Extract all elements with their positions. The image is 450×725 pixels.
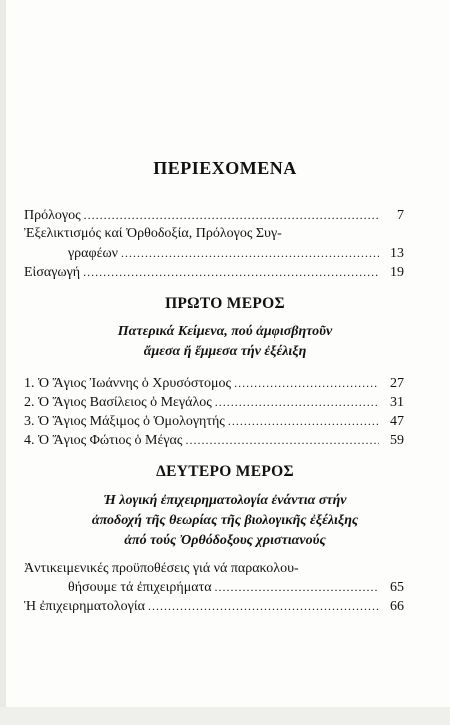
leader-dots — [148, 596, 379, 616]
part-two-subtitle-line1: Ἡ λογική ἐπιχειρηματολογία ἐνάντια στήν — [103, 493, 347, 508]
leader-dots — [83, 262, 379, 282]
part-two-subtitle-line3: ἀπό τούς Ὀρθόδοξους χριστιανούς — [124, 533, 326, 548]
toc-entry-text: γραφέων — [68, 246, 119, 261]
toc-page-number: 27 — [390, 376, 404, 391]
toc-entry-text: θήσουμε τά ἐπιχειρήματα — [68, 580, 212, 595]
part-one-subtitle-line2: ἄμεσα ἤ ἔμμεσα τήν ἐξέλιξη — [143, 344, 307, 359]
toc-entry-introduction — [24, 262, 404, 282]
toc-page-number: 7 — [397, 208, 404, 223]
toc-entry-argumentation — [24, 596, 404, 616]
toc-entry-prologue — [24, 205, 404, 225]
leader-dots — [228, 411, 379, 431]
toc-page-number: 66 — [390, 599, 404, 614]
toc-entry-text: Εἰσαγωγή — [24, 265, 81, 280]
part-one-heading: ΠΡΩΤΟ ΜΕΡΟΣ — [165, 295, 285, 312]
part-two-subtitle-line2: ἀποδοχή τῆς θεωρίας τῆς βιολογικῆς ἐξέλιξης — [91, 513, 359, 528]
toc-page-number: 13 — [390, 246, 404, 261]
toc-entry-prerequisites-line1 — [24, 559, 404, 579]
toc-entry-text: Πρόλογος — [24, 208, 81, 223]
leader-dots — [215, 577, 379, 597]
toc-entry-maximus — [24, 411, 404, 431]
toc-entry-evolutionism-line1 — [24, 224, 404, 244]
toc-entry-prerequisites-line2 — [68, 577, 404, 597]
toc-entry-text: 4. Ὁ Ἅγιος Φώτιος ὁ Μέγας — [24, 433, 183, 448]
toc-entry-text: 1. Ὁ Ἅγιος Ἰωάννης ὁ Χρυσόστομος — [24, 376, 232, 391]
page-title: ΠΕΡΙΕΧΟΜΕΝΑ — [153, 158, 297, 178]
toc-entry-basil — [24, 392, 404, 412]
toc-entry-text: Ἡ ἐπιχειρηματολογία — [24, 599, 145, 614]
part-two-heading: ΔΕΥΤΕΡΟ ΜΕΡΟΣ — [156, 463, 294, 480]
toc-entry-chrysostom — [24, 373, 404, 393]
toc-entry-photius — [24, 430, 404, 450]
page-edge-shadow — [0, 0, 6, 725]
toc-entry-text: 2. Ὁ Ἅγιος Βασίλειος ὁ Μεγάλος — [24, 395, 212, 410]
leader-dots — [185, 430, 379, 450]
toc-page-number: 65 — [390, 580, 404, 595]
toc-entry-text: Ἐξελικτισμός καί Ὀρθοδοξία, Πρόλογος Συγ- — [24, 226, 282, 241]
toc-page-number: 47 — [390, 414, 404, 429]
leader-dots — [121, 243, 379, 263]
toc-page-number: 31 — [390, 395, 404, 410]
leader-dots — [84, 205, 379, 225]
toc-entry-text: Ἀντικειμενικές προϋποθέσεις γιά νά παρακολου- — [24, 561, 299, 576]
toc-page-number: 19 — [390, 265, 404, 280]
part-one-subtitle-line1: Πατερικά Κείμενα, πού ἀμφισβητοῦν — [117, 324, 333, 339]
toc-page-number: 59 — [390, 433, 404, 448]
leader-dots — [234, 373, 379, 393]
leader-dots — [215, 392, 379, 412]
page-bottom-margin — [0, 707, 450, 725]
toc-entry-evolutionism-line2 — [68, 243, 404, 263]
toc-entry-text: 3. Ὁ Ἅγιος Μάξιμος ὁ Ὁμολογητής — [24, 414, 225, 429]
